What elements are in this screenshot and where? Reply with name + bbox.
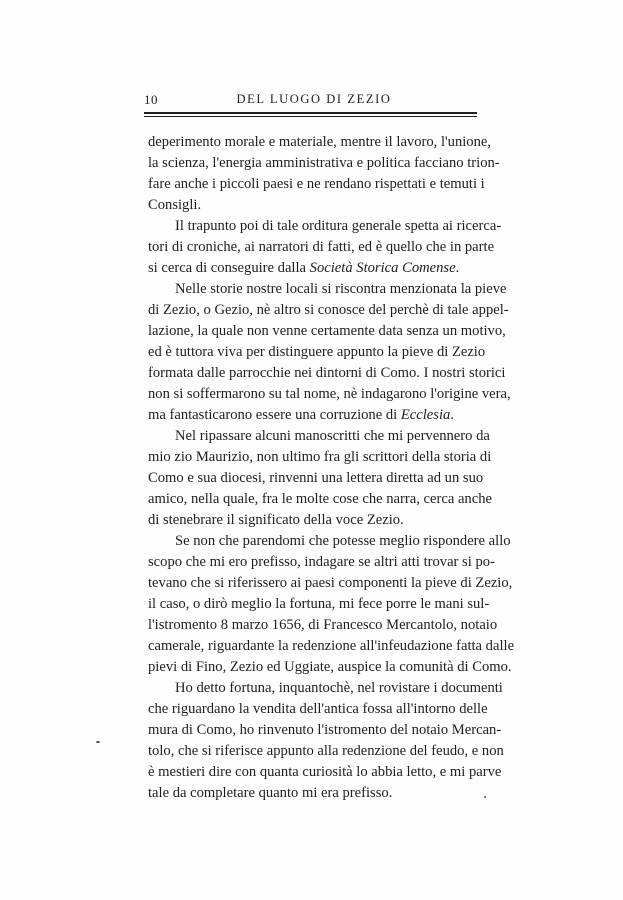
body-text [148, 132, 515, 804]
running-head: DEL LUOGO DI ZEZIO [236, 92, 392, 106]
text-line: fare anche i piccoli paesi e ne rendano rispettati e temuti i [148, 176, 485, 192]
text-line: Consigli. [148, 197, 202, 213]
text-line: tori di croniche, ai narratori di fatti, ed è quello che in parte [148, 239, 495, 255]
page-number: 10 [144, 92, 158, 107]
text-line: Il trapunto poi di tale orditura generale spetta ai ricerca- [175, 218, 502, 234]
text-line: l'istromento 8 marzo 1656, di Francesco Mercantolo, notaio [148, 617, 498, 633]
text-line: Nel ripassare alcuni manoscritti che mi pervennero da [175, 428, 490, 444]
text-line: ed è tuttora viva per distinguere appunto la pieve di Zezio [148, 344, 486, 360]
text-line: formata dalle parrocchie nei dintorni di Como. I nostri storici [148, 365, 506, 381]
text-run: si cerca di conseguire dalla [148, 260, 310, 276]
text-line: Ho detto fortuna, inquantochè, nel rovistare i documenti [175, 680, 503, 696]
text-line: Como e sua diocesi, rinvenni una lettera diretta ad un suo [148, 470, 484, 486]
text-line: amico, nella quale, fra le molte cose che narra, cerca anche [148, 491, 492, 507]
text-line: il caso, o dirò meglio la fortuna, mi fece porre le mani sul- [148, 596, 490, 612]
text-line [148, 258, 475, 279]
text-line: tale da completare quanto mi era prefisso. [148, 785, 393, 801]
text-line [148, 405, 475, 426]
text-line: non si soffermarono su tal nome, nè indagarono l'origine vera, [148, 386, 511, 402]
text-line: lazione, la quale non venne certamente data senza un motivo, [148, 323, 506, 339]
text-line: che riguardano la vendita dell'antica fossa all'intorno delle [148, 701, 488, 717]
paper-speck [484, 796, 486, 798]
text-line: tolo, che si riferisce appunto alla redenzione del feudo, e non [148, 743, 504, 759]
text-run: . [450, 407, 454, 423]
text-line: Nelle storie nostre locali si riscontra menzionata la pieve [175, 281, 507, 297]
header-rule-thin [144, 116, 477, 117]
society-name: Società Storica Comense [309, 260, 456, 276]
text-line: mura di Como, ho rinvenuto l'istromento del notaio Mercan- [148, 722, 502, 738]
header-rule-thick [144, 112, 477, 114]
text-line: pievi di Fino, Zezio ed Uggiate, auspice la comunità di Como. [148, 659, 512, 675]
text-line: scopo che mi ero prefisso, indagare se altri atti trovar si po- [148, 554, 495, 570]
text-line: di stenebrare il significato della voce Zezio. [148, 512, 404, 528]
text-line: Se non che parendomi che potesse meglio rispondere allo [175, 533, 511, 549]
text-line: tevano che si riferissero ai paesi componenti la pieve di Zezio, [148, 575, 513, 591]
text-line: è mestieri dire con quanta curiosità lo abbia letto, e mi parve [148, 764, 502, 780]
text-line: deperimento morale e materiale, mentre il lavoro, l'unione, [148, 134, 492, 150]
text-line: mio zio Maurizio, non ultimo fra gli scrittori della storia di [148, 449, 492, 465]
text-line: camerale, riguardante la redenzione all'infeudazione fatta dalle [148, 638, 515, 654]
text-line: di Zezio, o Gezio, nè altro si conosce del perchè di tale appel- [148, 302, 509, 318]
text-run: . [455, 260, 460, 276]
text-line: la scienza, l'energia amministrativa e politica facciano trion- [148, 155, 500, 171]
text-run: ma fantasticarono essere una corruzione di [148, 407, 401, 423]
page-header [144, 90, 476, 108]
latin-term: Ecclesia [400, 407, 451, 423]
paper-speck [96, 741, 100, 743]
